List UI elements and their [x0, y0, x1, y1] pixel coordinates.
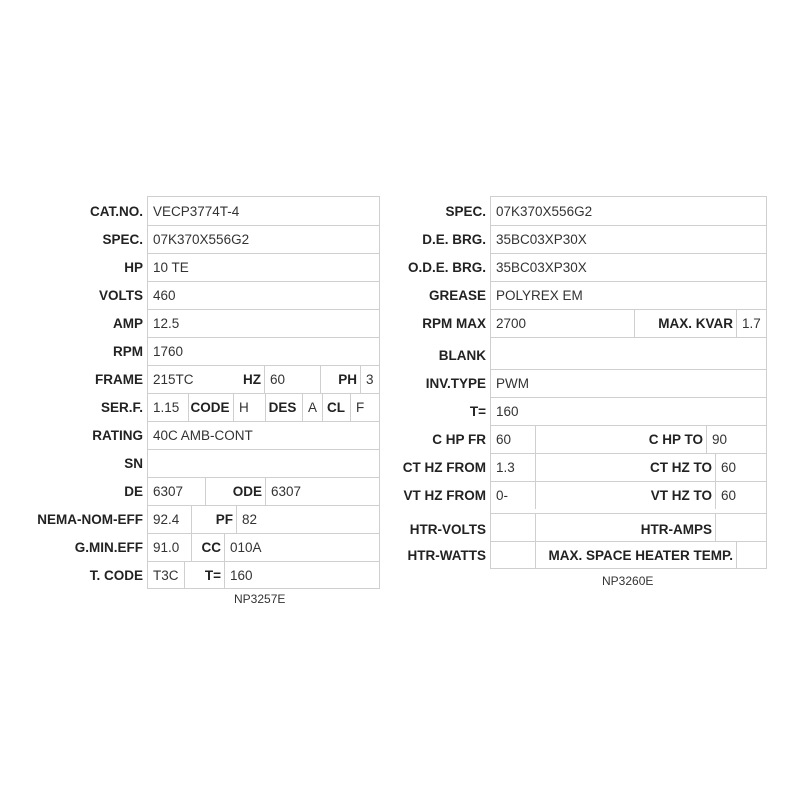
blank-label: BLANK [438, 348, 486, 363]
htr-amps-value [716, 516, 767, 544]
ph-value: 3 [366, 372, 374, 387]
des-label: DES [268, 400, 297, 415]
ode-value: 6307 [271, 484, 302, 499]
de-value: 6307 [153, 484, 184, 499]
des-value: A [308, 400, 318, 415]
c-hp-to-label: C HP TO [648, 432, 703, 447]
ph-label: PH [338, 372, 357, 387]
max-kvar-value: 1.7 [742, 316, 761, 331]
frame-value: 215TC [153, 372, 194, 387]
rpm-value: 1760 [153, 344, 184, 359]
t-equals-value: 160 [230, 568, 253, 583]
ct-hz-to-value: 60 [721, 460, 737, 475]
t-equals-value: 160 [496, 404, 519, 419]
nema-nom-eff-value: 92.4 [153, 512, 180, 527]
rpm-max-value: 2700 [496, 316, 527, 331]
ode-brg-value: 35BC03XP30X [496, 260, 587, 275]
htr-volts-value [491, 516, 535, 544]
serf-label: SER.F. [100, 400, 143, 415]
spec-value: 07K370X556G2 [153, 232, 250, 247]
rating-value: 40C AMB-CONT [153, 428, 253, 443]
cl-value: F [356, 400, 365, 415]
volts-label: VOLTS [98, 288, 143, 303]
vt-hz-to-value: 60 [721, 488, 737, 503]
inv-type-label: INV.TYPE [425, 376, 486, 391]
pf-label: PF [215, 512, 233, 527]
pf-value: 82 [242, 512, 258, 527]
ode-brg-label: O.D.E. BRG. [407, 260, 486, 275]
frame-label: FRAME [95, 372, 143, 387]
rpm-label: RPM [113, 344, 143, 359]
cl-label: CL [327, 400, 345, 415]
divider [490, 513, 767, 514]
c-hp-to-value: 90 [712, 432, 728, 447]
amp-label: AMP [113, 316, 143, 331]
t-equals-label: T= [469, 404, 486, 419]
inv-type-value: PWM [496, 376, 529, 391]
blank-value [491, 342, 767, 370]
t-code-label: T. CODE [89, 568, 143, 583]
amp-value: 12.5 [153, 316, 180, 331]
vt-hz-from-label: VT HZ FROM [403, 488, 486, 503]
code-label: CODE [190, 400, 230, 415]
vt-hz-to-label: VT HZ TO [650, 488, 712, 503]
cat-no-value: VECP3774T-4 [153, 204, 240, 219]
htr-watts-label: HTR-WATTS [407, 548, 486, 563]
nema-nom-eff-label: NEMA-NOM-EFF [37, 512, 143, 527]
ct-hz-from-label: CT HZ FROM [402, 460, 486, 475]
htr-volts-label: HTR-VOLTS [409, 522, 486, 537]
c-hp-fr-value: 60 [496, 432, 512, 447]
t-equals-label: T= [204, 568, 221, 583]
rating-label: RATING [92, 428, 143, 443]
cc-label: CC [201, 540, 221, 555]
volts-value: 460 [153, 288, 176, 303]
ct-hz-from-value: 1.3 [496, 460, 515, 475]
htr-watts-value [491, 542, 535, 570]
c-hp-fr-label: C HP FR [432, 432, 486, 447]
spec-label: SPEC. [102, 232, 143, 247]
max-space-heater-temp-label: MAX. SPACE HEATER TEMP. [548, 548, 733, 563]
sn-value [148, 450, 380, 478]
max-kvar-label: MAX. KVAR [658, 316, 733, 331]
code-value: H [239, 400, 249, 415]
de-brg-label: D.E. BRG. [422, 232, 486, 247]
plate-caption: NP3257E [234, 592, 286, 606]
sn-label: SN [124, 456, 143, 471]
max-space-heater-temp-value [737, 542, 767, 570]
plate-caption: NP3260E [602, 574, 654, 588]
rpm-max-label: RPM MAX [422, 316, 486, 331]
serf-value: 1.15 [153, 400, 180, 415]
vt-hz-from-value: 0- [496, 488, 509, 503]
ode-label: ODE [232, 484, 262, 499]
cat-no-label: CAT.NO. [90, 204, 143, 219]
hp-label: HP [124, 260, 143, 275]
de-brg-value: 35BC03XP30X [496, 232, 587, 247]
t-code-value: T3C [153, 568, 179, 583]
spec-value: 07K370X556G2 [496, 204, 593, 219]
g-min-eff-value: 91.0 [153, 540, 180, 555]
spec-label: SPEC. [445, 204, 486, 219]
ct-hz-to-label: CT HZ TO [650, 460, 712, 475]
cc-value: 010A [230, 540, 262, 555]
grease-label: GREASE [428, 288, 486, 303]
grease-value: POLYREX EM [496, 288, 583, 303]
g-min-eff-label: G.MIN.EFF [74, 540, 143, 555]
hz-label: HZ [243, 372, 261, 387]
divider [490, 337, 767, 338]
htr-amps-label: HTR-AMPS [640, 522, 712, 537]
de-label: DE [124, 484, 143, 499]
hp-value: 10 TE [153, 260, 189, 275]
hz-value: 60 [270, 372, 286, 387]
